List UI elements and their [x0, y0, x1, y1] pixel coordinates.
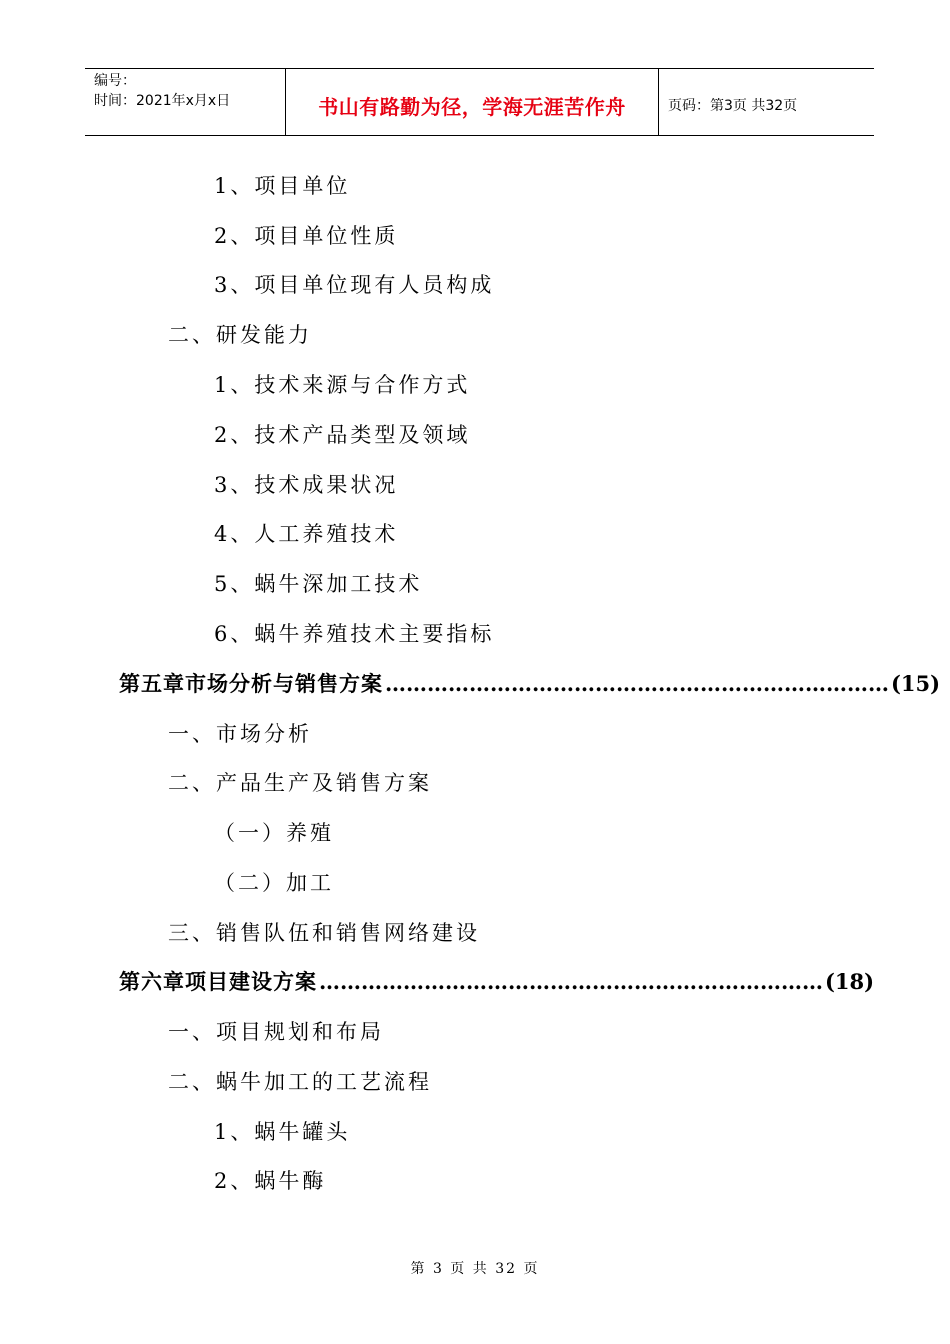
- document-number-label: 编号：: [94, 73, 136, 89]
- header-motto: 书山有路勤为径，学海无涯苦作舟: [318, 94, 626, 119]
- toc-item: 6、蜗牛养殖技术主要指标: [214, 622, 495, 646]
- toc-item: 1、技术来源与合作方式: [214, 373, 471, 397]
- toc-item: 3、项目单位现有人员构成: [214, 273, 495, 297]
- chapter-number: 第五章: [119, 671, 185, 696]
- dot-leader: ………………………………………………………………: [319, 969, 823, 994]
- toc-chapter[interactable]: [119, 670, 941, 698]
- toc-item: 2、技术产品类型及领域: [214, 423, 471, 447]
- toc-item: 2、蜗牛酶: [214, 1169, 327, 1193]
- chapter-page: (18): [825, 969, 875, 994]
- toc-item: 4、人工养殖技术: [214, 522, 399, 546]
- chapter-page: (15): [891, 671, 941, 696]
- toc-item: 3、技术成果状况: [214, 473, 399, 497]
- toc-item: 1、蜗牛罐头: [214, 1120, 351, 1144]
- toc-section: 二、产品生产及销售方案: [168, 771, 432, 795]
- page-header: [85, 68, 874, 136]
- toc-section: 三、销售队伍和销售网络建设: [168, 921, 480, 945]
- chapter-title: 项目建设方案: [185, 969, 317, 994]
- toc-section: 一、市场分析: [168, 722, 312, 746]
- document-date: 时间：2021年x月x日: [94, 93, 231, 109]
- chapter-number: 第六章: [119, 969, 185, 994]
- toc-chapter[interactable]: [119, 968, 875, 996]
- chapter-title: 市场分析与销售方案: [185, 671, 383, 696]
- toc-item: 1、项目单位: [214, 174, 351, 198]
- toc-item: （一）养殖: [214, 821, 334, 845]
- toc-section: 一、项目规划和布局: [168, 1020, 384, 1044]
- page-footer: 第 3 页 共 32 页: [410, 1261, 540, 1277]
- dot-leader: ………………………………………………………………: [385, 671, 889, 696]
- toc-item: 2、项目单位性质: [214, 224, 399, 248]
- header-meta: [85, 69, 286, 135]
- toc-section: 二、研发能力: [168, 323, 312, 347]
- header-motto-cell: [286, 69, 659, 135]
- toc-item: （二）加工: [214, 871, 334, 895]
- toc-section: 二、蜗牛加工的工艺流程: [168, 1070, 432, 1094]
- header-page-info: 页码：第3页 共32页: [668, 98, 798, 114]
- toc-item: 5、蜗牛深加工技术: [214, 572, 423, 596]
